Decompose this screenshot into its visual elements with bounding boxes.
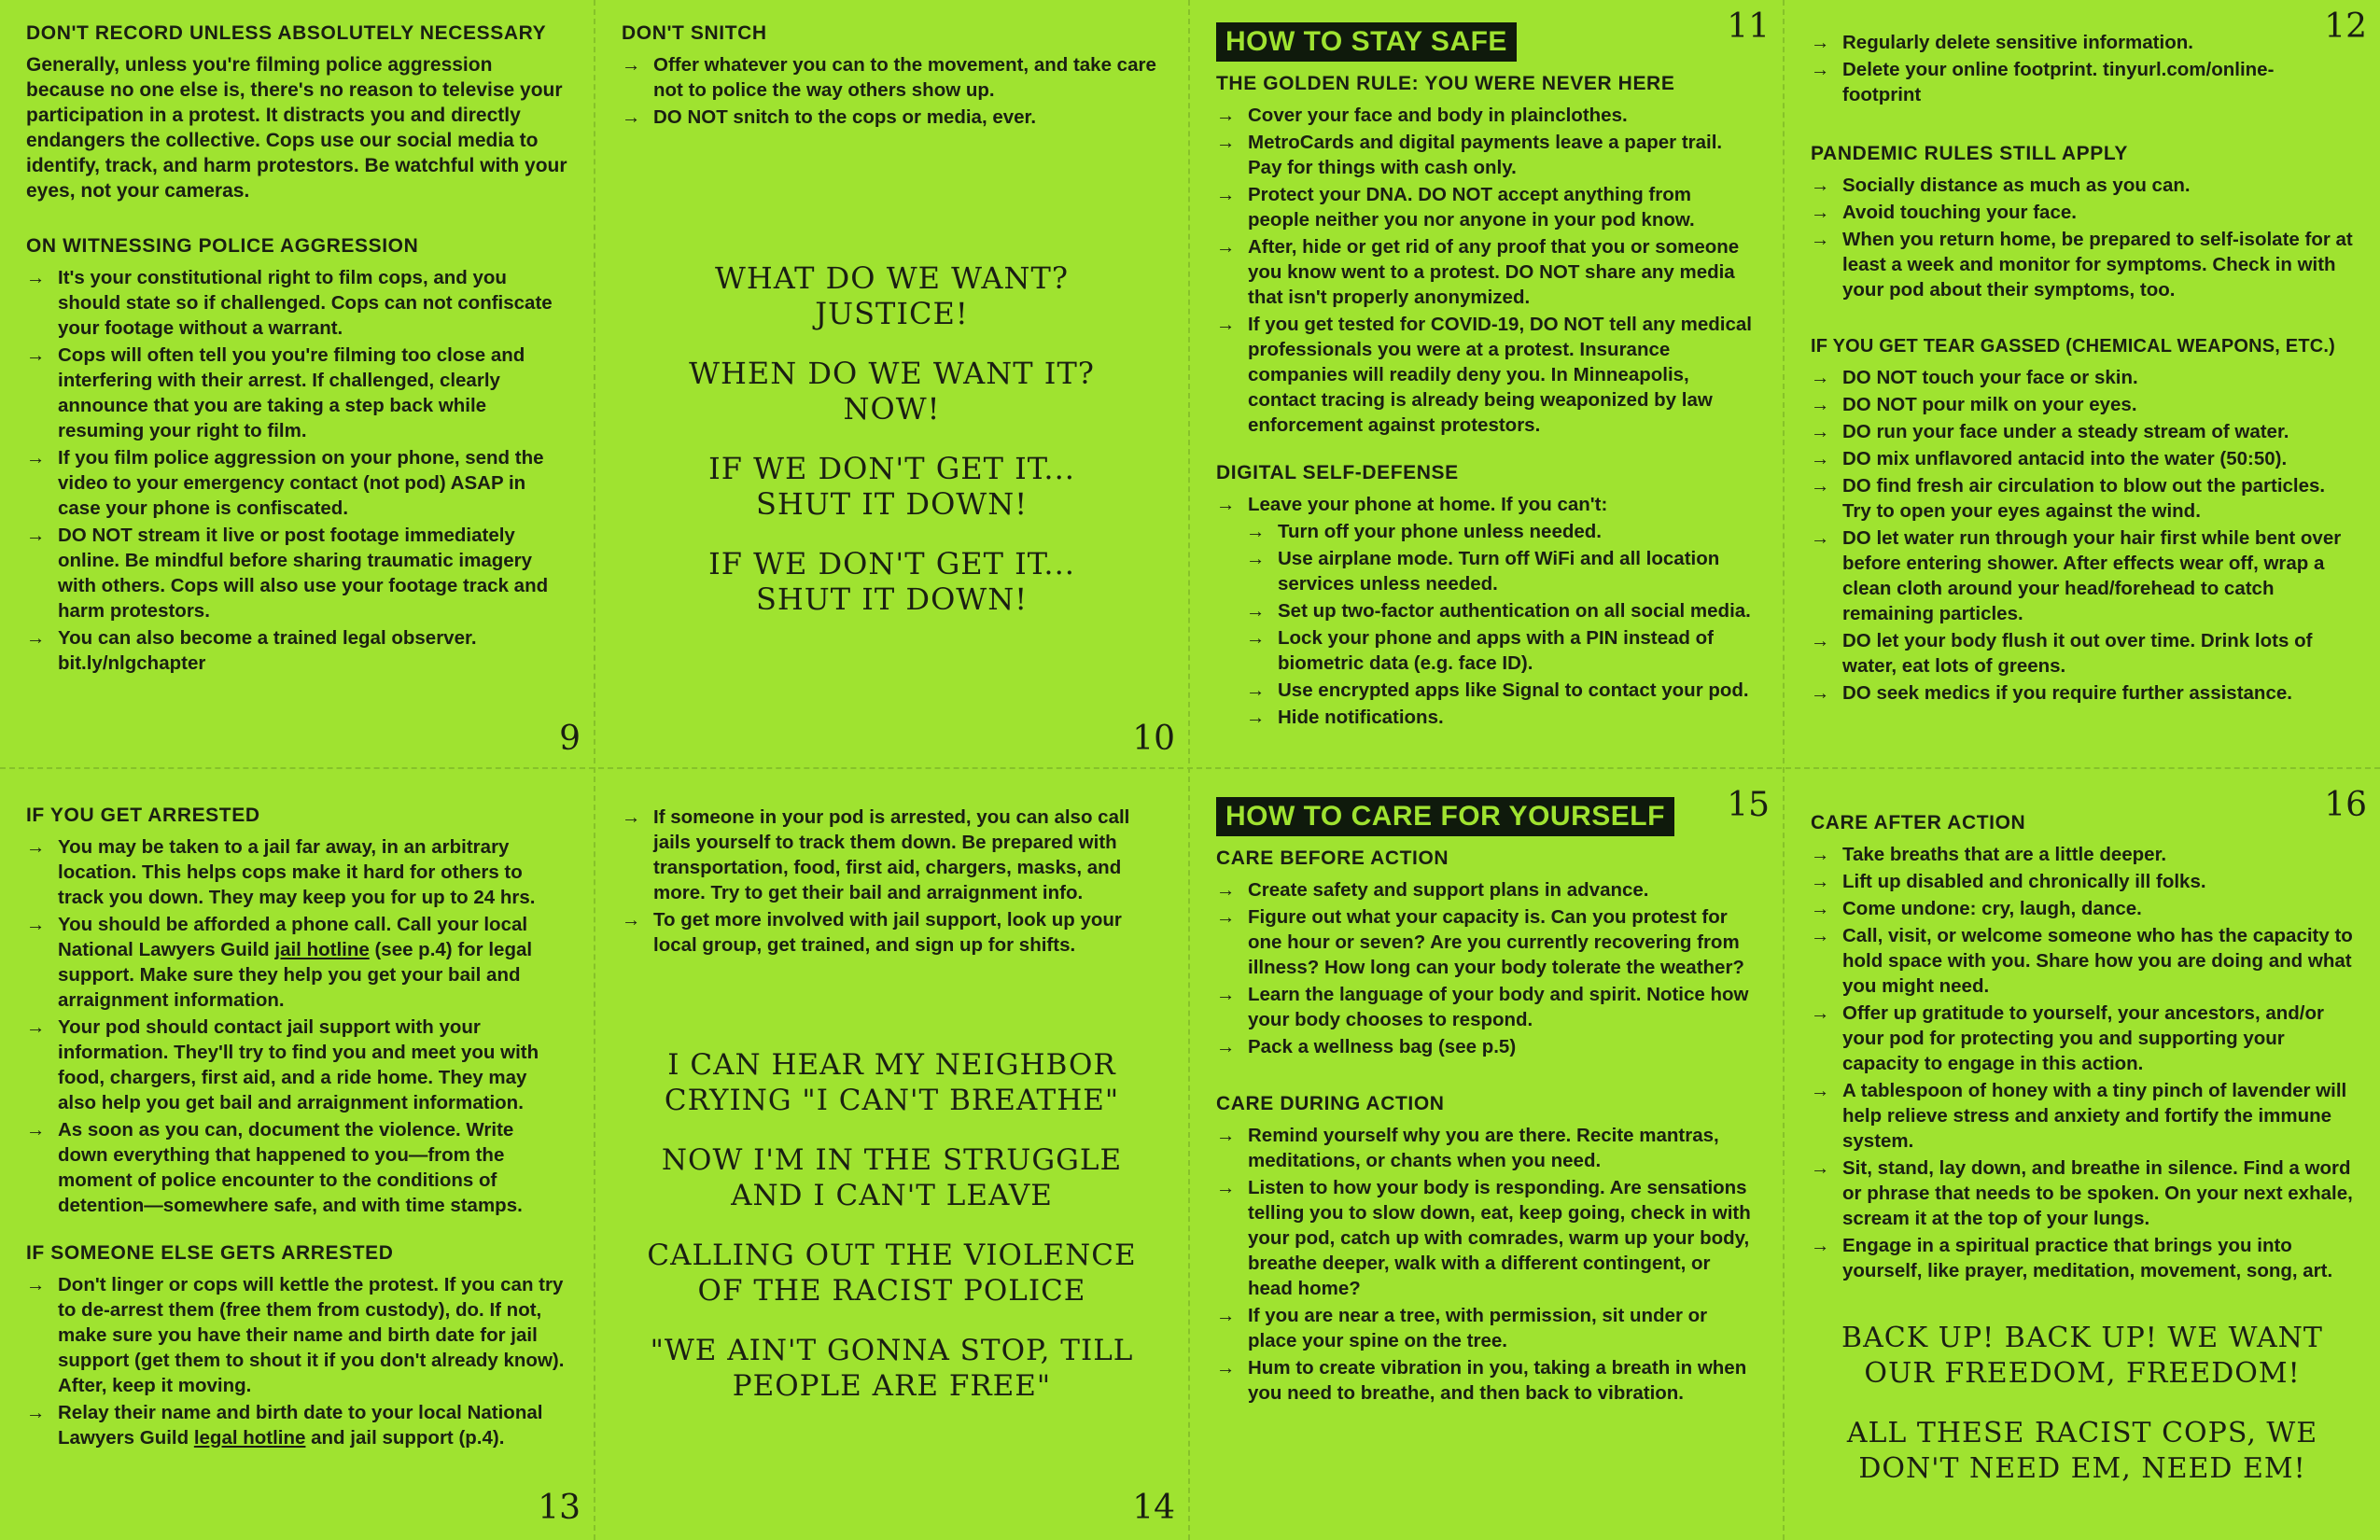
- page-number: 10: [1132, 720, 1175, 758]
- section-heading: ON WITNESSING POLICE AGGRESSION: [26, 235, 419, 257]
- list-item: → After, hide or get rid of any proof that you or someone you know went to a protest. DO NOT share any media that isn't properly anonymized.: [1216, 234, 1757, 310]
- bullet-list: [1216, 103, 1757, 438]
- list-item: → Figure out what your capacity is. Can you protest for one hour or seven? Are you currently recovering from illness? How long can your body tolerate the weather?: [1216, 904, 1757, 980]
- list-item: → DO mix unflavored antacid into the water (50:50).: [1811, 446, 2354, 471]
- list-item: → Lock your phone and apps with a PIN instead of biometric data (e.g. face ID).: [1216, 625, 1757, 676]
- section-heading: CARE DURING ACTION: [1216, 1093, 1445, 1114]
- list-item: [26, 912, 567, 1013]
- bullet-list: [1811, 30, 2296, 107]
- list-item: → Cops will often tell you you're filming too close and interfering with their arrest. If challenged, clearly announce that you are taking a step back while resuming your right to film.: [26, 343, 567, 443]
- list-item: → If you film police aggression on your phone, send the video to your emergency contact (not pod) ASAP in case your phone is confiscated.: [26, 445, 567, 521]
- list-item: → Leave your phone at home. If you can't:: [1216, 492, 1757, 517]
- chant: CALLING OUT THE VIOLENCE OF THE RACIST POLICE: [647, 1239, 1137, 1308]
- list-item: → If someone in your pod is arrested, you can also call jails yourself to track them down. Be prepared with transportation, food, first aid, chargers, masks, and more. Try to get their bail and arraignment info.: [622, 805, 1162, 905]
- list-item: → Turn off your phone unless needed.: [1216, 519, 1757, 544]
- chant: WHAT DO WE WANT? JUSTICE!: [714, 260, 1070, 331]
- page-number: 14: [1132, 1489, 1175, 1527]
- list-item: → Take breaths that are a little deeper.: [1811, 842, 2354, 867]
- chant: BACK UP! BACK UP! WE WANT OUR FREEDOM, FREEDOM!: [1841, 1322, 2323, 1390]
- list-item: → Don't linger or cops will kettle the protest. If you can try to de-arrest them (free them from custody), do. If not, make sure you have their name and birth date for jail support (get them to shout it if you don't already know). After, keep it moving.: [26, 1272, 567, 1398]
- section-heading: IF SOMEONE ELSE GETS ARRESTED: [26, 1242, 394, 1264]
- page-number: 11: [1727, 7, 1770, 46]
- list-item: → You may be taken to a jail far away, in an arbitrary location. This helps cops make it hard for others to track you down. They may keep you for up to 24 hrs.: [26, 834, 567, 910]
- bullet-list: [1216, 1123, 1757, 1406]
- list-item: → Sit, stand, lay down, and breathe in silence. Find a word or phrase that needs to be spoken. On your next exhale, scream it at the top of your lungs.: [1811, 1155, 2354, 1231]
- section-heading: IF YOU GET TEAR GASSED (CHEMICAL WEAPONS, ETC.): [1811, 336, 2336, 357]
- list-item: → Use encrypted apps like Signal to contact your pod.: [1216, 678, 1757, 703]
- bullet-list: [26, 1272, 567, 1450]
- chant-block: [622, 1047, 1162, 1404]
- section-heading: IF YOU GET ARRESTED: [26, 805, 260, 826]
- list-item: → Pack a wellness bag (see p.5): [1216, 1034, 1757, 1059]
- list-item-text: Relay their name and birth date to your local National Lawyers Guild: [58, 1402, 543, 1449]
- list-item-text: (see p.4) for legal support. Make sure they help you get your bail and arraignment information.: [58, 939, 533, 1011]
- bullet-list: [622, 52, 1162, 130]
- list-item: → Offer whatever you can to the movement, and take care not to police the way others show up.: [622, 52, 1162, 103]
- bullet-list: [1811, 365, 2354, 706]
- list-item: → Protect your DNA. DO NOT accept anything from people neither you nor anyone in your pod know.: [1216, 182, 1757, 232]
- list-item: → DO let your body flush it out over time. Drink lots of water, eat lots of greens.: [1811, 628, 2354, 679]
- chant-block: [622, 260, 1162, 617]
- chant: IF WE DON'T GET IT... SHUT IT DOWN!: [708, 546, 1075, 617]
- list-item: → Create safety and support plans in advance.: [1216, 877, 1757, 903]
- sub-bullet-list: [1216, 519, 1757, 730]
- chant: "WE AIN'T GONNA STOP, TILL PEOPLE ARE FREE": [650, 1334, 1134, 1403]
- section-heading: CARE AFTER ACTION: [1811, 812, 2026, 833]
- list-item: → Call, visit, or welcome someone who has the capacity to hold space with you. Share how you are doing and what you might need.: [1811, 923, 2354, 999]
- bullet-list: [26, 265, 567, 676]
- list-item: → When you return home, be prepared to self-isolate for at least a week and monitor for symptoms. Check in with your pod about their symptoms, too.: [1811, 227, 2354, 302]
- chant: WHEN DO WE WANT IT? NOW!: [689, 356, 1095, 427]
- list-item: → Use airplane mode. Turn off WiFi and all location services unless needed.: [1216, 546, 1757, 596]
- chant: IF WE DON'T GET IT... SHUT IT DOWN!: [708, 451, 1075, 522]
- chant-block: [1811, 1321, 2354, 1487]
- list-item: → DO NOT pour milk on your eyes.: [1811, 392, 2354, 417]
- page-number: 15: [1727, 786, 1770, 824]
- bullet-list: [1216, 492, 1757, 517]
- list-item: → It's your constitutional right to film cops, and you should state so if challenged. Cops can not confiscate your footage without a warrant.: [26, 265, 567, 341]
- page-number: 13: [538, 1489, 581, 1527]
- list-item: → MetroCards and digital payments leave a paper trail. Pay for things with cash only.: [1216, 130, 1757, 180]
- list-item: → If you are near a tree, with permission, sit under or place your spine on the tree.: [1216, 1303, 1757, 1353]
- bullet-list: [622, 805, 1162, 958]
- list-item-text: You should be afforded a phone call. Call your local National Lawyers Guild: [58, 914, 528, 960]
- list-item: → To get more involved with jail support, look up your local group, get trained, and sign up for shifts.: [622, 907, 1162, 958]
- section-banner: HOW TO CARE FOR YOURSELF: [1216, 797, 1674, 836]
- jail-hotline-link[interactable]: jail hotline: [274, 939, 370, 960]
- list-item: → Delete your online footprint. tinyurl.com/online-footprint: [1811, 57, 2296, 107]
- page-10: [595, 0, 1188, 767]
- section-heading: THE GOLDEN RULE: YOU WERE NEVER HERE: [1216, 73, 1675, 94]
- section-heading: PANDEMIC RULES STILL APPLY: [1811, 143, 2128, 164]
- list-item: → Regularly delete sensitive information.: [1811, 30, 2296, 55]
- list-item: → DO NOT touch your face or skin.: [1811, 365, 2354, 390]
- list-item-text: and jail support (p.4).: [305, 1427, 505, 1449]
- bullet-list: [1216, 877, 1757, 1059]
- bullet-list: [1811, 173, 2354, 302]
- bullet-list: [26, 834, 567, 1218]
- section-heading: DON'T SNITCH: [622, 22, 767, 44]
- page-15: [1190, 769, 1783, 1540]
- list-item: → Hum to create vibration in you, taking a breath in when you need to breathe, and then back to vibration.: [1216, 1355, 1757, 1406]
- list-item: → DO NOT snitch to the cops or media, ever.: [622, 105, 1162, 130]
- list-item: → Your pod should contact jail support with your information. They'll try to find you and meet you with food, chargers, first aid, and a ride home. They may also help you get bail and arraignment information.: [26, 1015, 567, 1115]
- legal-hotline-link[interactable]: legal hotline: [193, 1427, 306, 1449]
- list-item: → Engage in a spiritual practice that brings you into yourself, like prayer, meditation, movement, song, art.: [1811, 1233, 2354, 1283]
- page-number: 9: [559, 720, 581, 758]
- page-number: 16: [2324, 786, 2367, 824]
- page-number: 12: [2324, 7, 2367, 46]
- list-item: → DO let water run through your hair first while bent over before entering shower. After effects wear off, wrap a clean cloth around your head/forehead to catch remaining particles.: [1811, 525, 2354, 626]
- list-item: → Hide notifications.: [1216, 705, 1757, 730]
- list-item: → DO NOT stream it live or post footage immediately online. Be mindful before sharing traumatic imagery with others. Cops will also use your footage track and harm protestors.: [26, 523, 567, 623]
- list-item: → A tablespoon of honey with a tiny pinch of lavender will help relieve stress and anxiety and fortify the immune system.: [1811, 1078, 2354, 1154]
- paragraph: Generally, unless you're filming police aggression because no one else is, there's no reason to televise your participation in a protest. It distracts you and directly endangers the collective. Cops use our social media to identify, track, and harm protestors. Be watchful with your eyes, not your cameras.: [26, 54, 567, 202]
- list-item: → DO find fresh air circulation to blow out the particles. Try to open your eyes against the wind.: [1811, 473, 2354, 524]
- page-12: [1785, 0, 2380, 767]
- section-heading: DIGITAL SELF-DEFENSE: [1216, 462, 1459, 483]
- chant: ALL THESE RACIST COPS, WE DON'T NEED EM, NEED EM!: [1846, 1417, 2318, 1485]
- list-item: → Offer up gratitude to yourself, your ancestors, and/or your pod for protecting you and supporting your capacity to engage in this action.: [1811, 1001, 2354, 1076]
- bullet-list: [1811, 842, 2354, 1283]
- page-11: [1190, 0, 1783, 767]
- list-item: → You can also become a trained legal observer. bit.ly/nlgchapter: [26, 625, 567, 676]
- section-heading: DON'T RECORD UNLESS ABSOLUTELY NECESSARY: [26, 22, 547, 44]
- chant: I CAN HEAR MY NEIGHBOR CRYING "I CAN'T BREATHE": [664, 1048, 1120, 1117]
- page-13: [0, 769, 594, 1540]
- list-item: → DO run your face under a steady stream of water.: [1811, 419, 2354, 444]
- page-9: [0, 0, 594, 767]
- list-item: → Lift up disabled and chronically ill folks.: [1811, 869, 2354, 894]
- list-item: → If you get tested for COVID-19, DO NOT tell any medical professionals you were at a protest. Insurance companies will readily deny you. In Minneapolis, contact tracing is already being weaponized by law enforcement against protestors.: [1216, 312, 1757, 438]
- list-item: → Socially distance as much as you can.: [1811, 173, 2354, 198]
- list-item: → Set up two-factor authentication on all social media.: [1216, 598, 1757, 623]
- list-item: → DO seek medics if you require further assistance.: [1811, 680, 2354, 706]
- page-16: [1785, 769, 2380, 1540]
- list-item: → As soon as you can, document the violence. Write down everything that happened to you—from the moment of police encounter to the conditions of detention—somewhere safe, and with time stamps.: [26, 1117, 567, 1218]
- chant: NOW I'M IN THE STRUGGLE AND I CAN'T LEAVE: [661, 1143, 1123, 1212]
- page-14: [595, 769, 1188, 1540]
- list-item: [26, 1400, 567, 1450]
- section-heading: CARE BEFORE ACTION: [1216, 847, 1449, 869]
- section-banner: HOW TO STAY SAFE: [1216, 22, 1517, 62]
- list-item: → Listen to how your body is responding. Are sensations telling you to slow down, eat, keep going, check in with your pod, catch up with comrades, warm up your body, breathe deeper, walk with a different contingent, or head home?: [1216, 1175, 1757, 1301]
- list-item: → Come undone: cry, laugh, dance.: [1811, 896, 2354, 921]
- list-item: → Avoid touching your face.: [1811, 200, 2354, 225]
- list-item: → Cover your face and body in plainclothes.: [1216, 103, 1757, 128]
- list-item: → Learn the language of your body and spirit. Notice how your body chooses to respond.: [1216, 982, 1757, 1032]
- list-item: → Remind yourself why you are there. Recite mantras, meditations, or chants when you need.: [1216, 1123, 1757, 1173]
